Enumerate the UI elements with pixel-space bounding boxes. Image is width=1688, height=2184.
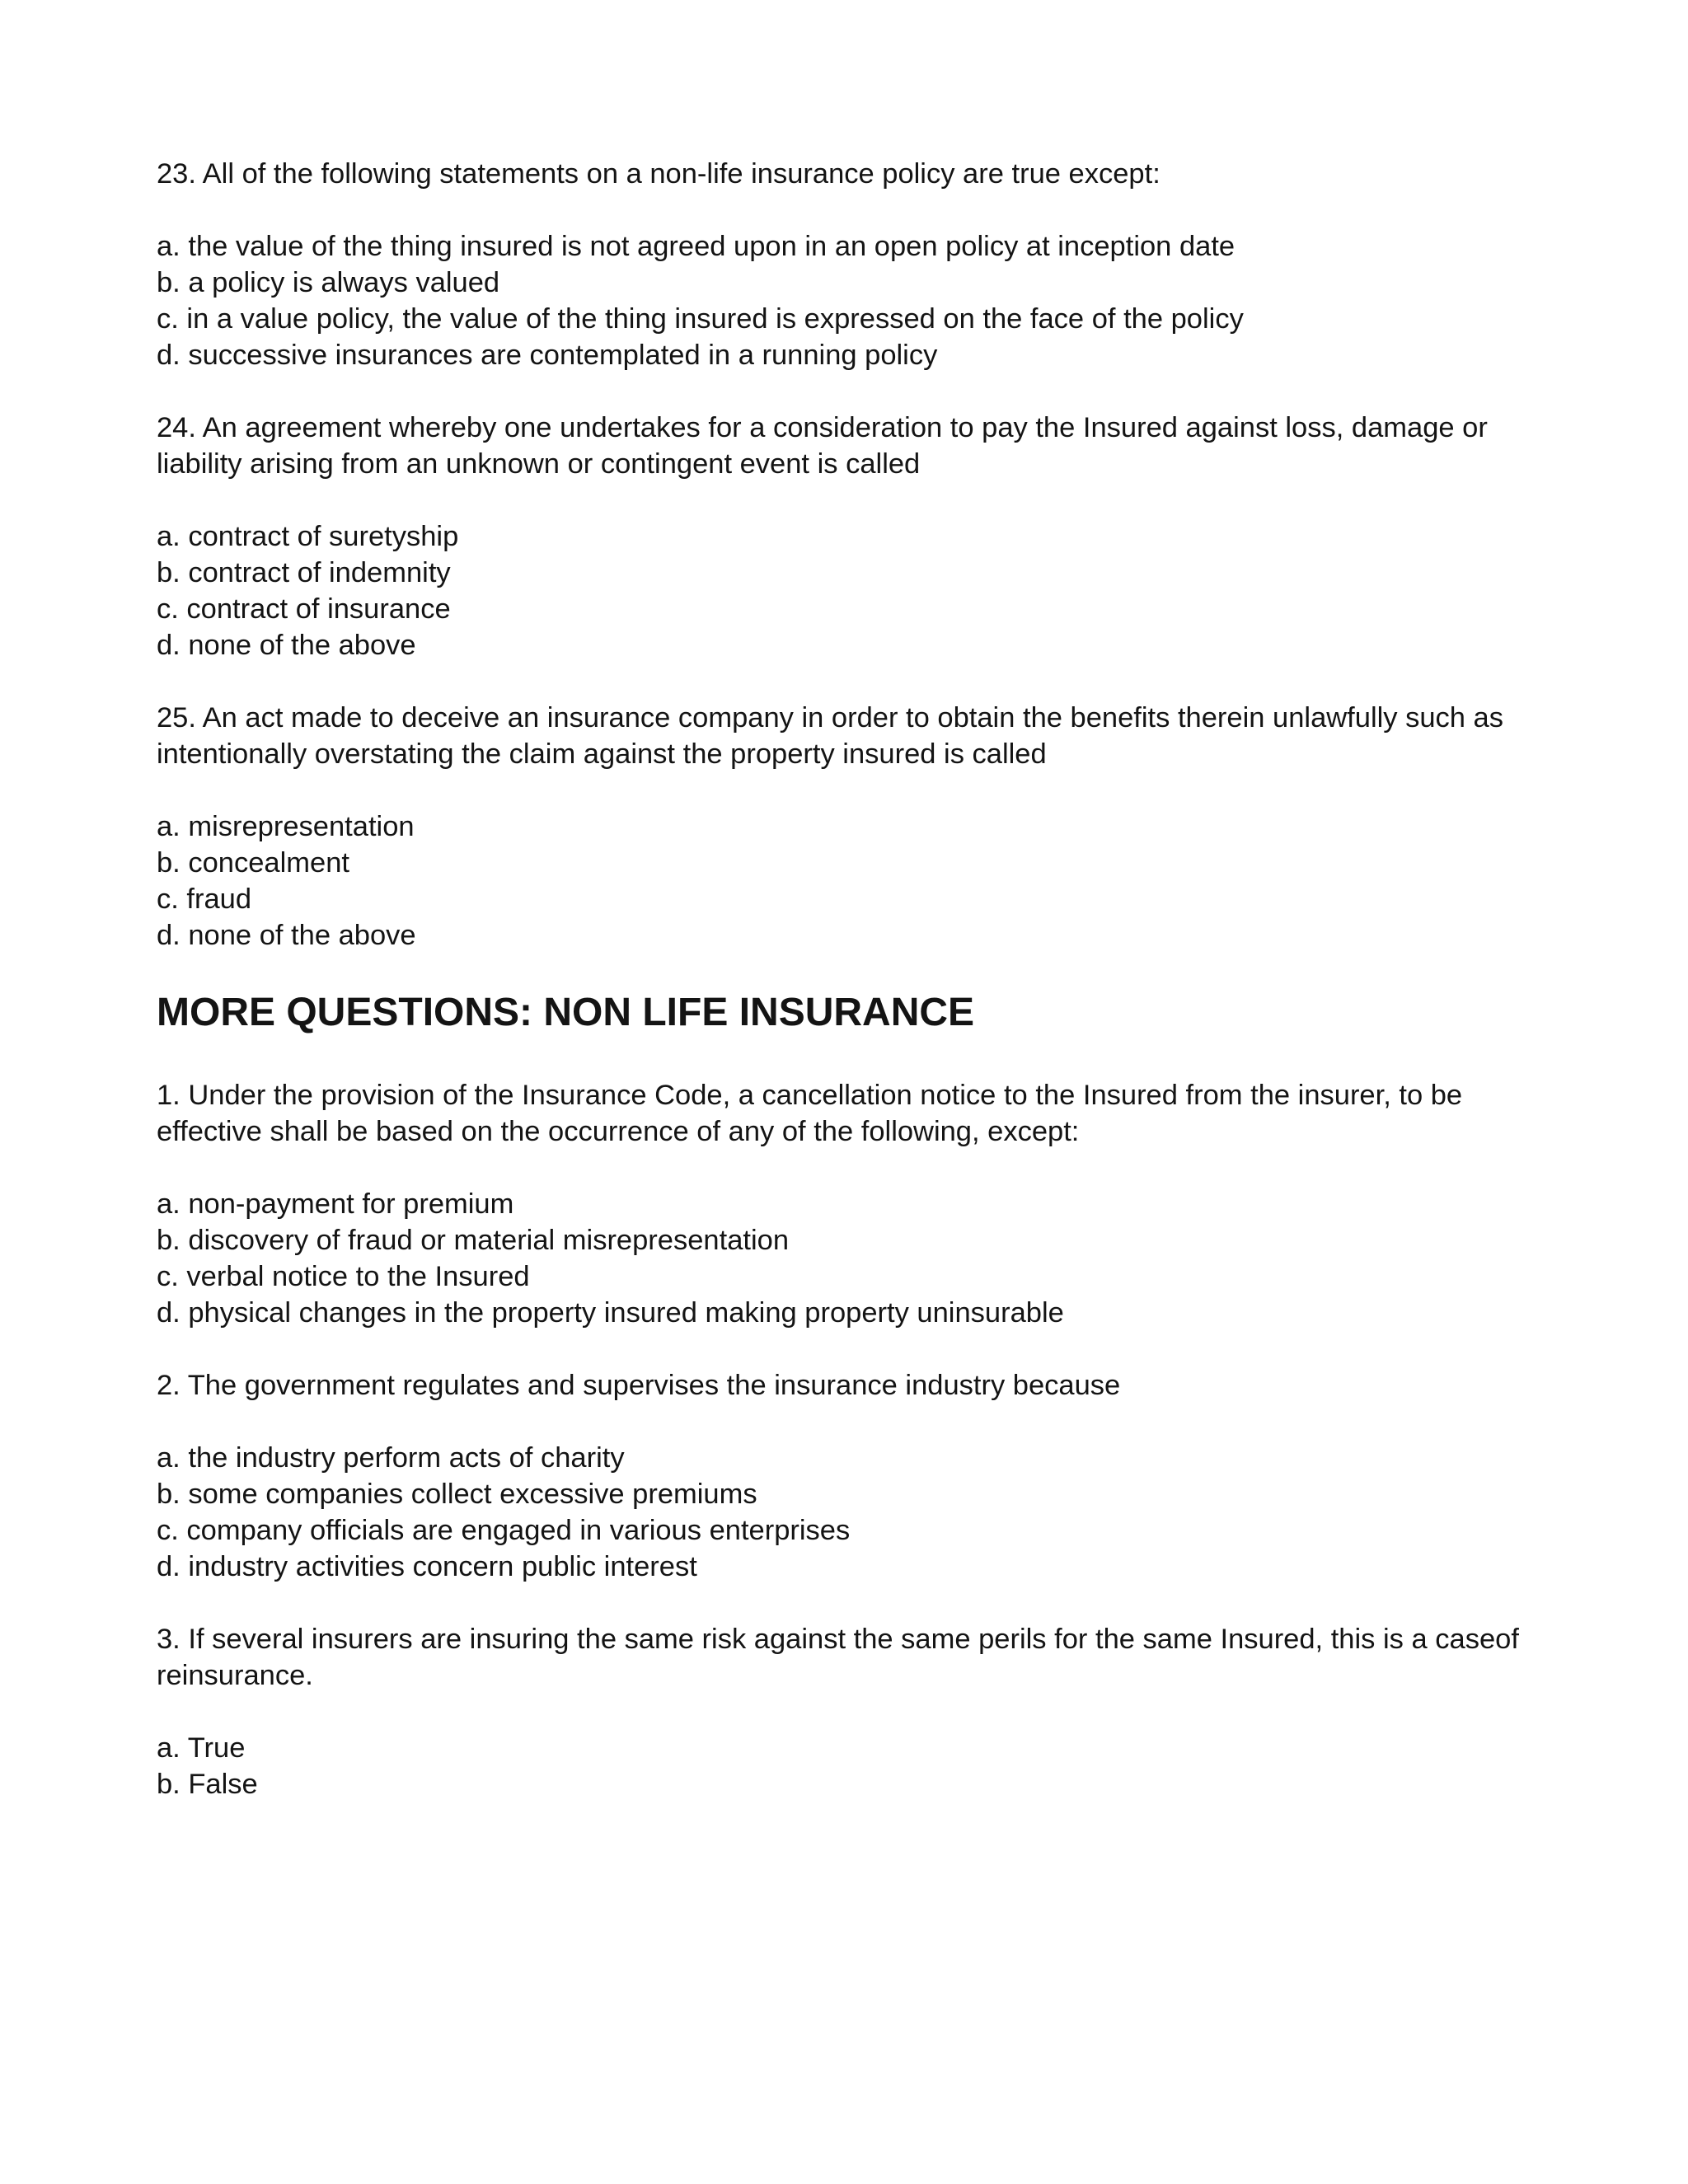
question-text: 25. An act made to deceive an insurance company in order to obtain the benefits therein unlawfully such as [157,702,1503,733]
answer-options [157,228,1508,373]
answer-option: a. the value of the thing insured is not agreed upon in an open policy at inception date [157,231,1236,262]
answer-option: a. non-payment for premium [157,1188,514,1220]
answer-option: b. a policy is always valued [157,267,500,298]
question-text: 1. Under the provision of the Insurance Code, a cancellation notice to the Insured from the insurer, to be [157,1080,1463,1111]
answer-options [157,518,1508,663]
answer-option: b. concealment [157,847,349,879]
question-text: 23. All of the following statements on a non-life insurance policy are true except: [157,158,1160,190]
answer-option: b. False [157,1769,258,1800]
answer-option: b. discovery of fraud or material misrepresentation [157,1225,790,1256]
question-block [157,410,1508,663]
question-text: liability arising from an unknown or contingent event is called [157,448,921,480]
question-stem [157,1621,1519,1694]
answer-option: a. the industry perform acts of charity [157,1442,625,1474]
section-heading: MORE QUESTIONS: NON LIFE INSURANCE [157,991,975,1034]
question-stem [157,156,1508,192]
question-stem [157,410,1508,482]
answer-option: d. none of the above [157,920,416,951]
question-block [157,1367,1508,1585]
question-stem [157,1077,1508,1150]
question-block [157,700,1508,954]
answer-options [157,808,1508,954]
answer-option: c. company officials are engaged in various enterprises [157,1515,851,1546]
answer-option: d. physical changes in the property insured making property uninsurable [157,1297,1064,1329]
question-stem [157,1367,1508,1404]
question-block [157,1077,1508,1331]
answer-options [157,1730,1508,1802]
answer-option: b. contract of indemnity [157,557,451,588]
answer-options [157,1186,1508,1331]
question-text: intentionally overstating the claim against the property insured is called [157,738,1047,770]
document-page [157,156,1519,1802]
answer-option: c. contract of insurance [157,593,451,625]
question-text: effective shall be based on the occurrence of any of the following, except: [157,1116,1080,1147]
answer-option: c. verbal notice to the Insured [157,1261,530,1292]
question-text: 2. The government regulates and supervises the insurance industry because [157,1370,1121,1401]
answer-options [157,1440,1508,1585]
question-stem [157,700,1508,772]
answer-option: a. contract of suretyship [157,521,459,552]
answer-option: d. industry activities concern public interest [157,1551,697,1582]
question-block [157,1621,1519,1802]
question-text: reinsurance. [157,1660,313,1691]
answer-option: c. fraud [157,883,252,915]
question-block [157,156,1508,373]
answer-option: d. none of the above [157,630,416,661]
section-heading-wrap [157,990,1508,1036]
answer-option: d. successive insurances are contemplated in a running policy [157,340,938,371]
question-text: 3. If several insurers are insuring the same risk against the same perils for the same Insured, this is a caseof [157,1624,1519,1655]
answer-option: c. in a value policy, the value of the thing insured is expressed on the face of the policy [157,303,1244,335]
answer-option: a. True [157,1732,246,1764]
answer-option: a. misrepresentation [157,811,415,842]
question-text: 24. An agreement whereby one undertakes for a consideration to pay the Insured against loss, damage or [157,412,1488,443]
answer-option: b. some companies collect excessive premiums [157,1479,757,1510]
